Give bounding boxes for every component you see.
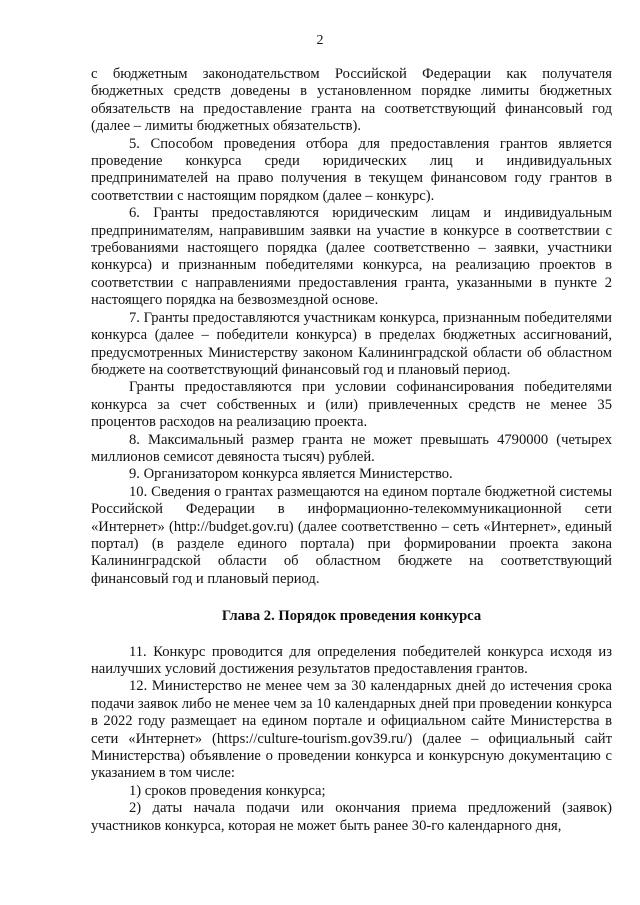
paragraph-item-5: 5. Способом проведения отбора для предоставления грантов является проведение конкурса среди юридических лиц и индивидуальных предпринимателей на право получения в текущем финансовом году грантов в соответствии с настоящим порядком (далее – конкурс). — [91, 135, 612, 204]
paragraph-item-10: 10. Сведения о грантах размещаются на едином портале бюджетной системы Российской Федерации в информационно-телекоммуникационной сети «Интернет» (http://budget.gov.ru) (далее соответственно – сеть «Интернет», единый портал) (в разделе единого портала) при формировании проекта закона Калининградской области об областном бюджете на соответствующий финансовый год и плановый период. — [91, 483, 612, 587]
paragraph-subitem-1: 1) сроков проведения конкурса; — [129, 782, 326, 799]
paragraph-continuation: с бюджетным законодательством Российской Федерации как получателя бюджетных средств доведены в установленном порядке лимиты бюджетных обязательств на предоставление гранта на соответствующий финансовый год (далее – лимиты бюджетных обязательств). — [91, 66, 612, 135]
paragraph-item-7: 7. Гранты предоставляются участникам конкурса, признанным победителями конкурса (далее – победители конкурса) в пределах бюджетных ассигнований, предусмотренных Министерству законом Калининградской области об областном бюджете на соответствующий финансовый год и плановый период. — [91, 309, 612, 378]
chapter-heading: Глава 2. Порядок проведения конкурса — [221, 608, 482, 625]
paragraph-cofinancing: Гранты предоставляются при условии софинансирования победителями конкурса за счет собственных и (или) привлеченных средств не менее 35 процентов расходов на реализацию проекта. — [91, 379, 612, 431]
paragraph-item-12: 12. Министерство не менее чем за 30 календарных дней до истечения срока подачи заявок либо не менее чем за 10 календарных дней при проведении конкурса в 2022 году размещает на едином портале и официальном сайте Министерства в сети «Интернет» (https://culture-tourism.gov39.ru/) (далее – официальный сайт Министерства) объявление о проведении конкурса и конкурсную документацию с указанием в том числе: — [91, 678, 612, 782]
page-number: 2 — [316, 33, 324, 48]
document-body — [91, 66, 612, 835]
paragraph-subitem-2: 2) даты начала подачи или окончания приема предложений (заявок) участников конкурса, которая не может быть ранее 30-го календарного дня, — [91, 800, 612, 834]
paragraph-item-6: 6. Гранты предоставляются юридическим лицам и индивидуальным предпринимателям, направившим заявки на участие в конкурсе в соответствии с требованиями настоящего порядка (далее соответственно – заявки, участники конкурса) и признанным победителями конкурса, на реализацию проектов в соответствии с направлениями предоставления гранта, указанными в пункте 2 настоящего порядка на безвозмездной основе. — [91, 205, 612, 309]
paragraph-item-8: 8. Максимальный размер гранта не может превышать 4790000 (четырех миллионов семисот девяноста тысяч) рублей. — [91, 431, 612, 465]
paragraph-item-11: 11. Конкурс проводится для определения победителей конкурса исходя из наилучших условий достижения результатов предоставления грантов. — [91, 643, 612, 677]
paragraph-item-9: 9. Организатором конкурса является Министерство. — [129, 466, 453, 483]
